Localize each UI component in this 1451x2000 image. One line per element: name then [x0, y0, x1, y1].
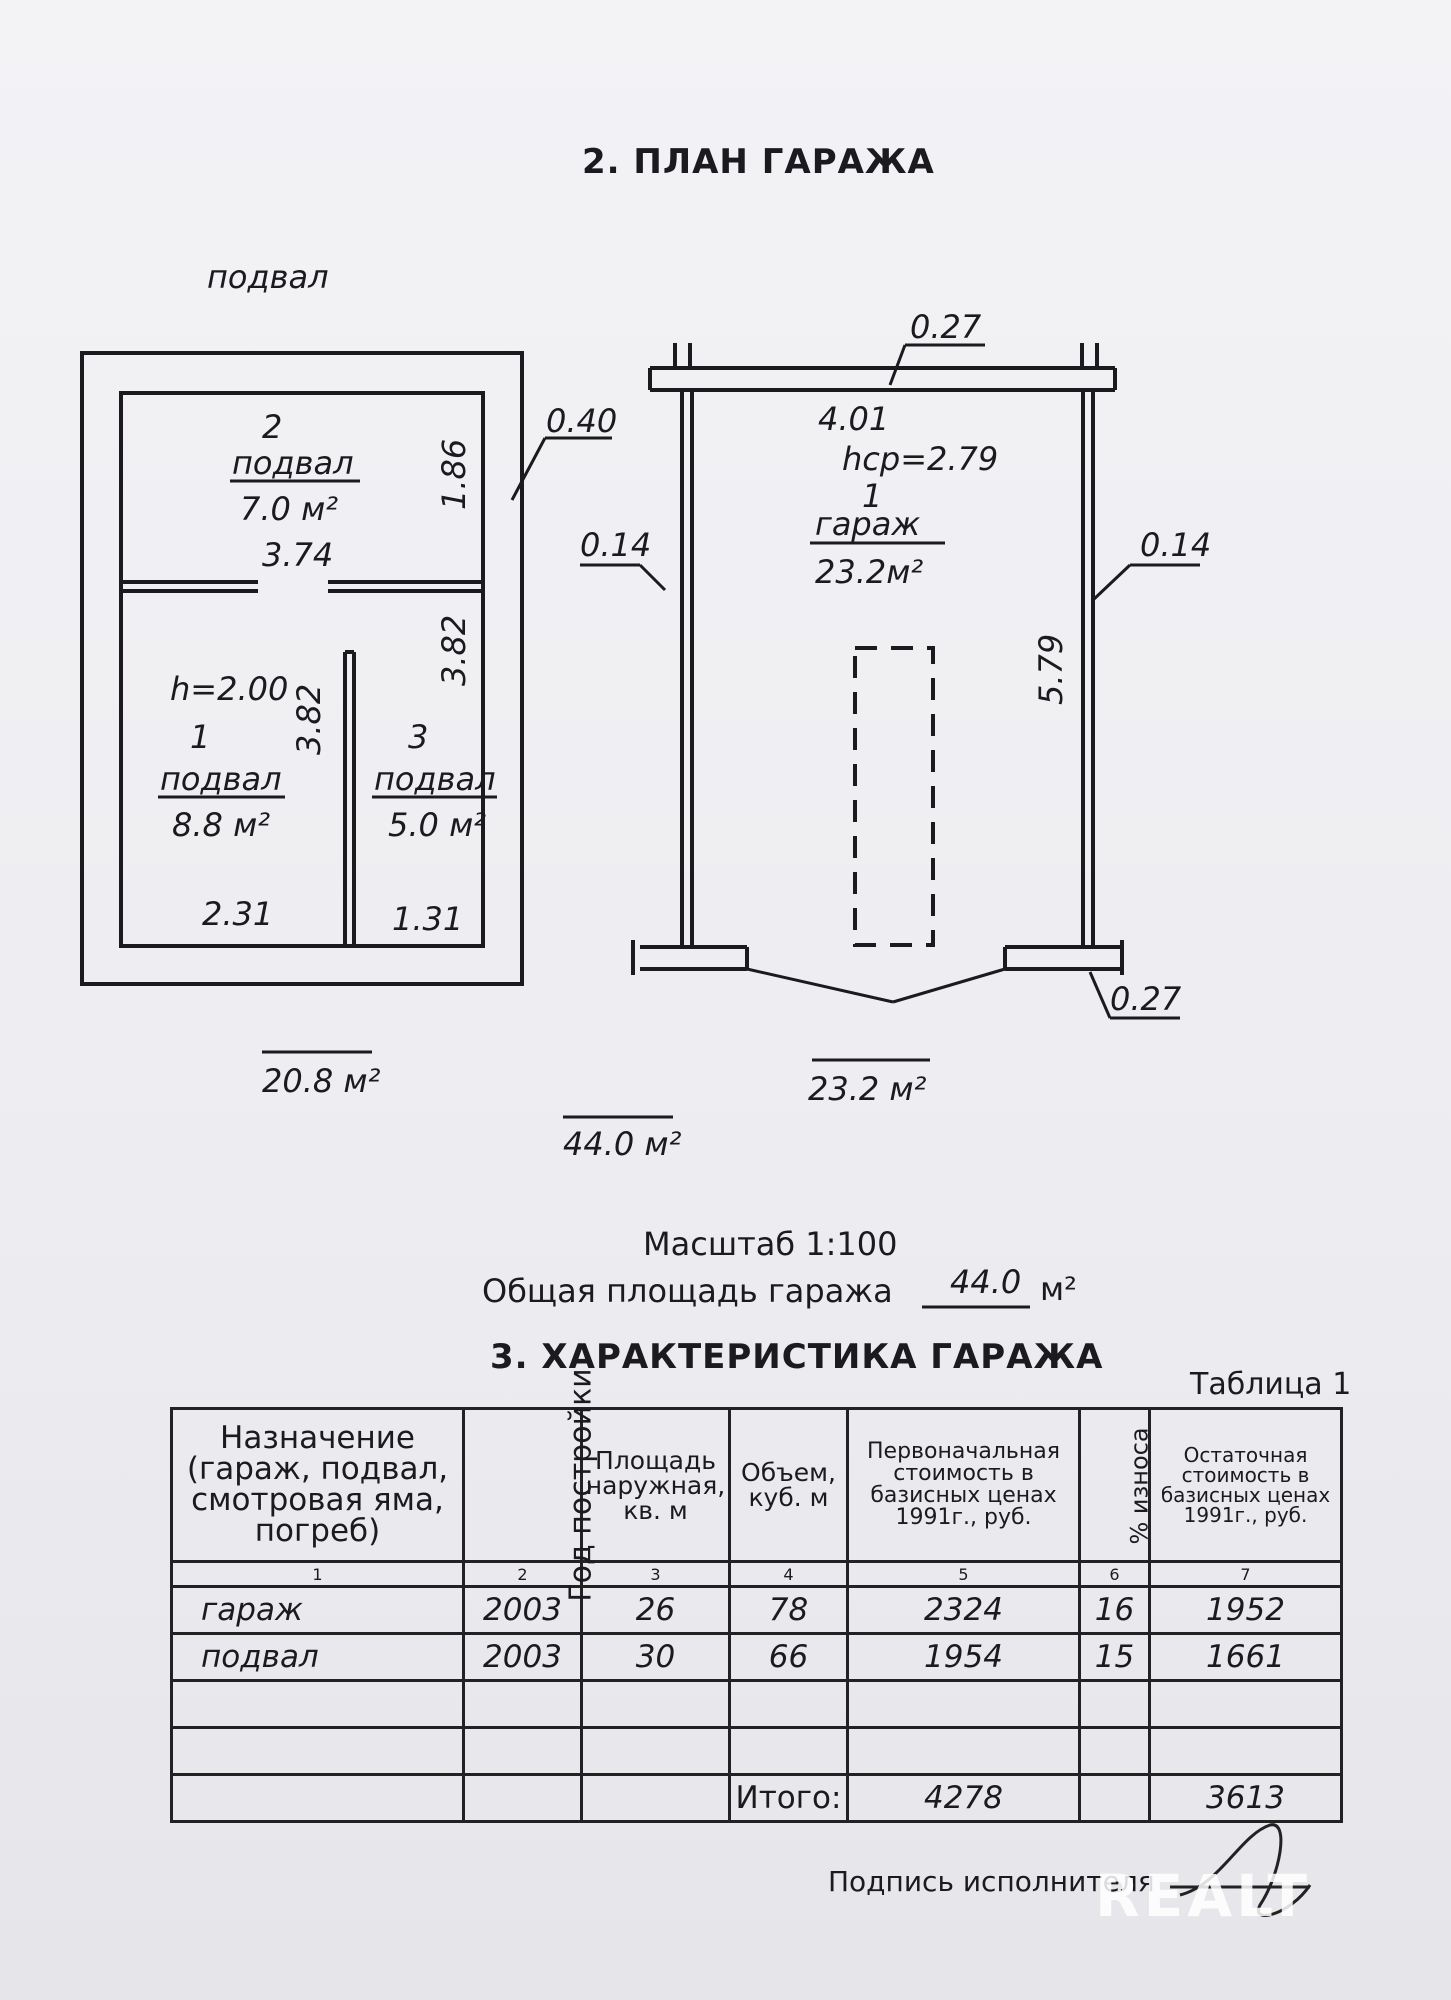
table-cell: гараж	[172, 1587, 464, 1634]
basement-total-area: 20.8 м²	[262, 1062, 381, 1100]
table-cell: 2003	[464, 1587, 582, 1634]
header-residual-cost: Остаточная стоимость в базисных ценах 1991г., руб.	[1150, 1409, 1342, 1562]
total-label: Итого:	[730, 1775, 848, 1822]
table-cell: 2003	[464, 1634, 582, 1681]
header-volume: Объем, куб. м	[730, 1409, 848, 1562]
table-row-empty	[172, 1728, 1342, 1775]
basement-wall-thickness: 0.40	[546, 402, 618, 440]
basement-top-height-dim: 1.86	[435, 438, 473, 510]
col-number: 3	[582, 1562, 730, 1587]
total-area-value: 44.0	[950, 1263, 1022, 1301]
table-cell: 15	[1080, 1634, 1150, 1681]
scale-label: Масштаб 1:100	[643, 1225, 898, 1263]
garage-right-wall: 0.14	[1140, 526, 1212, 564]
table-row-empty	[172, 1681, 1342, 1728]
table-cell	[848, 1728, 1080, 1775]
table-cell: 66	[730, 1634, 848, 1681]
signature-label: Подпись исполнителя	[828, 1865, 1155, 1898]
table-cell: подвал	[172, 1634, 464, 1681]
table-cell	[1080, 1775, 1150, 1822]
basement-plan-label: подвал	[207, 258, 329, 296]
table-cell	[848, 1681, 1080, 1728]
grand-total-area: 44.0 м²	[563, 1125, 682, 1163]
basement-right-height-dim: 3.82	[435, 614, 473, 686]
table-cell	[172, 1775, 464, 1822]
col-number: 2	[464, 1562, 582, 1587]
garage-avg-height: hср=2.79	[842, 440, 999, 478]
col-number: 1	[172, 1562, 464, 1587]
table-cell: 30	[582, 1634, 730, 1681]
garage-top-wall: 0.27	[910, 308, 982, 346]
header-wear-text: % износа	[1125, 1426, 1154, 1545]
col-number: 6	[1080, 1562, 1150, 1587]
basement-left-width-dim: 2.31	[202, 895, 274, 933]
table-row-garage	[172, 1587, 1342, 1634]
section-2-title: 2. ПЛАН ГАРАЖА	[582, 142, 935, 182]
table-cell: 1952	[1150, 1587, 1342, 1634]
garage-width-dim: 4.01	[818, 400, 890, 438]
total-area-label: Общая площадь гаража	[482, 1272, 893, 1310]
header-area: Площадь наружная, кв. м	[582, 1409, 730, 1562]
table-cell	[172, 1728, 464, 1775]
total-residual-cost: 3613	[1150, 1775, 1342, 1822]
basement-room-1-name: подвал	[160, 760, 282, 798]
basement-width-dim: 3.74	[262, 536, 334, 574]
basement-room-2-area: 7.0 м²	[240, 490, 339, 528]
basement-room-2-name: подвал	[232, 444, 354, 482]
col-number: 7	[1150, 1562, 1342, 1587]
realt-watermark: REALT	[1095, 1862, 1312, 1930]
total-initial-cost: 4278	[848, 1775, 1080, 1822]
table-cell	[1080, 1728, 1150, 1775]
table-cell: 2324	[848, 1587, 1080, 1634]
garage-total-area: 23.2 м²	[808, 1070, 927, 1108]
table-cell	[1080, 1681, 1150, 1728]
garage-room-num: 1	[862, 477, 883, 515]
garage-length-dim: 5.79	[1032, 633, 1070, 705]
basement-height: h=2.00	[170, 670, 289, 708]
table-cell	[464, 1775, 582, 1822]
header-year	[464, 1368, 599, 1602]
table-cell	[730, 1728, 848, 1775]
basement-room-3-num: 3	[408, 718, 429, 756]
table-cell	[464, 1681, 582, 1728]
basement-left-height-dim: 3.82	[290, 683, 328, 755]
garage-left-wall: 0.14	[580, 526, 652, 564]
col-number: 5	[848, 1562, 1080, 1587]
table-caption: Таблица 1	[1190, 1367, 1352, 1402]
table-cell: 26	[582, 1587, 730, 1634]
table-header-row	[172, 1409, 1342, 1562]
table-cell	[1150, 1728, 1342, 1775]
basement-room-1-num: 1	[190, 718, 211, 756]
col-number: 4	[730, 1562, 848, 1587]
garage-room-area: 23.2м²	[815, 553, 924, 591]
total-area-unit: м²	[1040, 1270, 1077, 1308]
table-cell	[582, 1681, 730, 1728]
table-cell	[582, 1728, 730, 1775]
basement-room-3-area: 5.0 м²	[388, 806, 487, 844]
basement-room-2-num: 2	[262, 408, 283, 446]
table-cell	[730, 1681, 848, 1728]
header-year-text: Год постройки	[563, 1368, 599, 1602]
inspection-pit	[855, 648, 933, 945]
basement-room-1-area: 8.8 м²	[172, 806, 271, 844]
header-purpose: Назначение (гараж, подвал, смотровая яма, погреб)	[172, 1409, 464, 1562]
table-cell: 78	[730, 1587, 848, 1634]
garage-bottom-wall: 0.27	[1110, 980, 1182, 1018]
table-row-basement	[172, 1634, 1342, 1681]
header-wear	[1080, 1409, 1154, 1562]
table-col-numbers-row	[172, 1562, 1342, 1587]
table-cell: 16	[1080, 1587, 1150, 1634]
table-cell	[464, 1728, 582, 1775]
section-3-title: 3. ХАРАКТЕРИСТИКА ГАРАЖА	[490, 1337, 1104, 1377]
table-cell: 1954	[848, 1634, 1080, 1681]
table-cell	[172, 1681, 464, 1728]
table-cell: 1661	[1150, 1634, 1342, 1681]
basement-room-3-name: подвал	[374, 760, 496, 798]
table-cell	[582, 1775, 730, 1822]
basement-right-width-dim: 1.31	[392, 900, 464, 938]
table-cell	[1150, 1681, 1342, 1728]
header-initial-cost: Первоначальная стоимость в базисных ценах 1991г., руб.	[848, 1409, 1080, 1562]
garage-room-name: гараж	[815, 505, 921, 543]
